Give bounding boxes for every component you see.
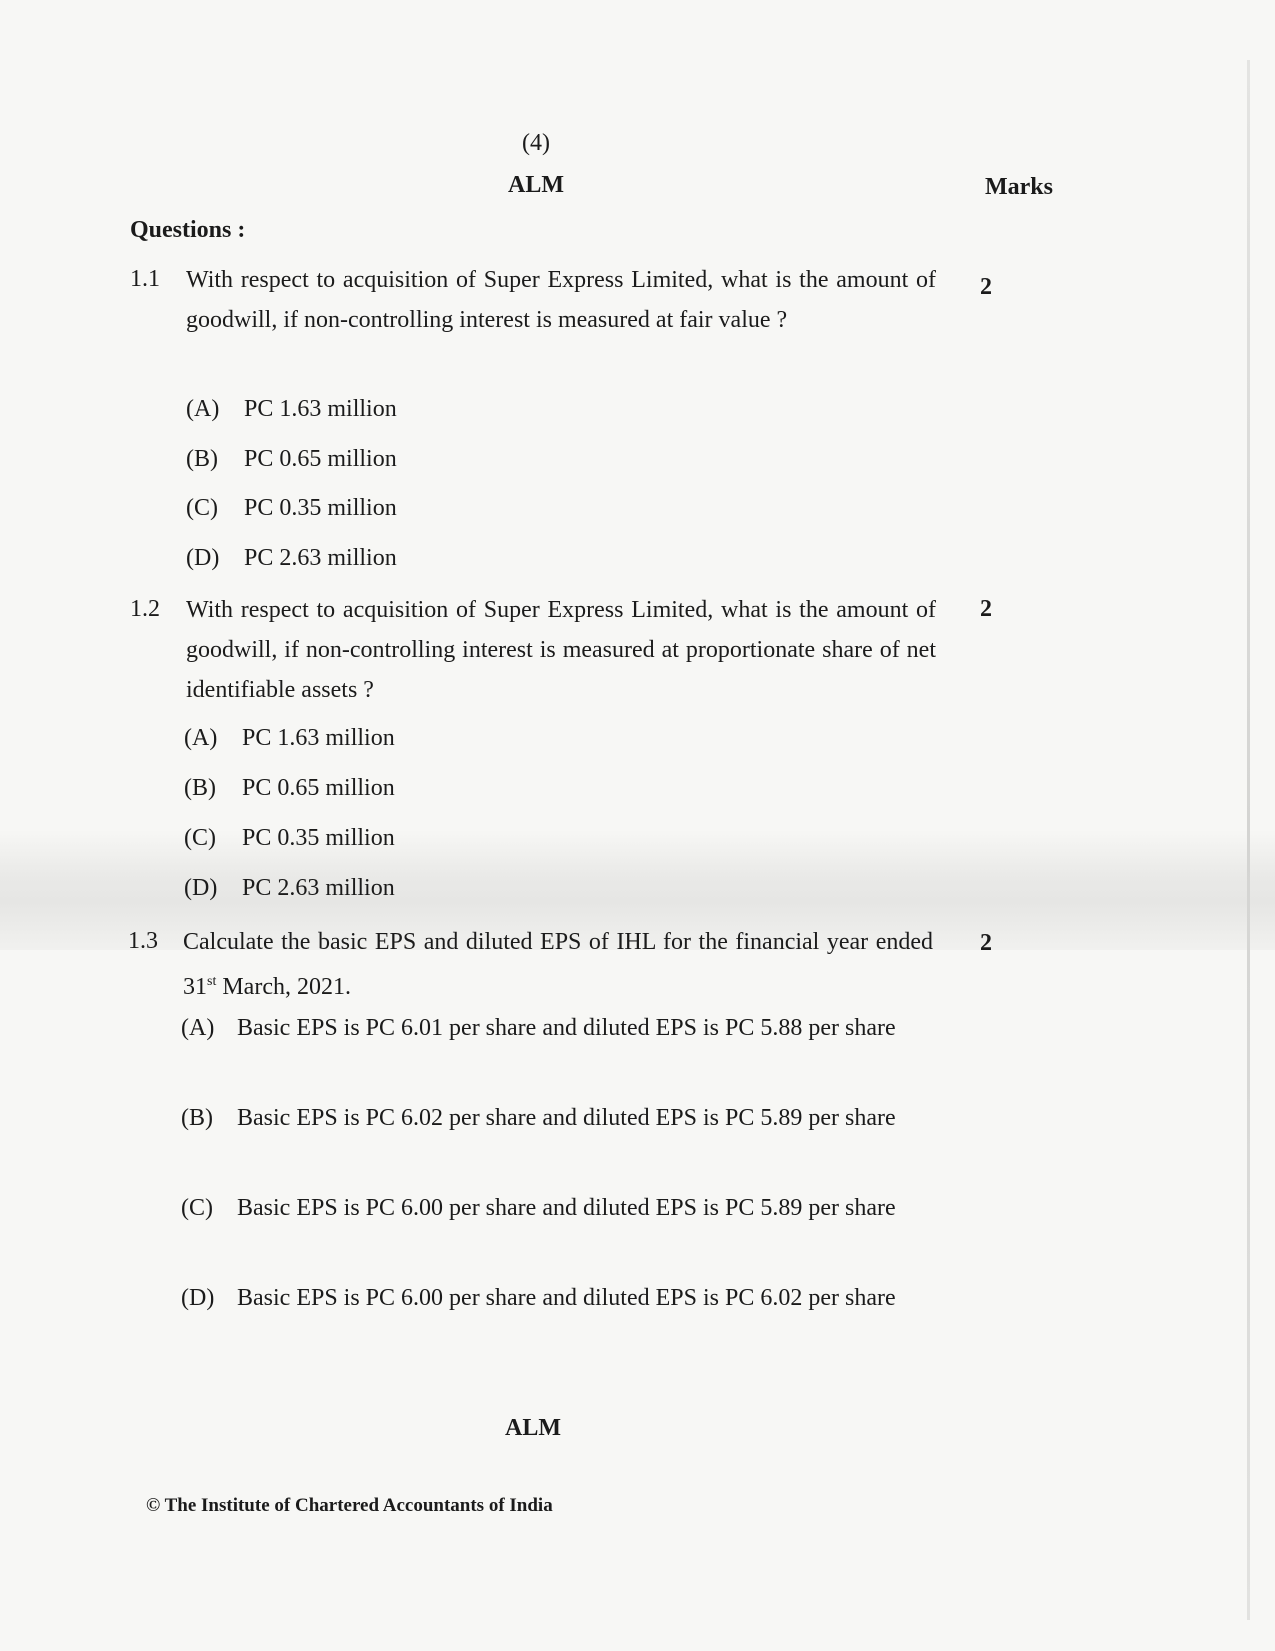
question-number: 1.2 (130, 596, 160, 622)
answer-option (186, 495, 397, 522)
marks-column-heading: Marks (985, 174, 1053, 200)
question-marks: 2 (980, 274, 992, 300)
option-label: (B) (181, 1105, 213, 1131)
question-text: With respect to acquisition of Super Express Limited, what is the amount of goodwill, if non-controlling interest is measured at proportionate share of net identifiable assets ? (186, 597, 936, 703)
question-number: 1.1 (130, 266, 160, 292)
option-text: Basic EPS is PC 6.01 per share and diluted EPS is PC 5.88 per share (237, 1015, 896, 1041)
answer-option (184, 725, 395, 752)
option-text: PC 0.35 million (242, 825, 395, 851)
option-text: PC 2.63 million (242, 875, 395, 901)
question-text: With respect to acquisition of Super Express Limited, what is the amount of goodwill, if non-controlling interest is measured at fair value ? (186, 267, 936, 333)
option-text: Basic EPS is PC 6.00 per share and diluted EPS is PC 6.02 per share (237, 1285, 896, 1311)
answer-option (181, 1008, 977, 1048)
option-text: PC 1.63 million (244, 396, 397, 422)
option-text: PC 2.63 million (244, 545, 397, 571)
answer-option (184, 825, 395, 852)
option-text: Basic EPS is PC 6.02 per share and diluted EPS is PC 5.89 per share (237, 1105, 896, 1131)
option-text: PC 1.63 million (242, 725, 395, 751)
answer-option (184, 775, 395, 802)
question-marks: 2 (980, 596, 992, 622)
question-number: 1.3 (128, 928, 158, 954)
option-label: (B) (186, 446, 218, 472)
answer-option (181, 1188, 977, 1228)
question-text-main: Calculate the basic EPS and diluted EPS of IHL for the financial year ended 31 (183, 929, 933, 1000)
answer-option (181, 1278, 977, 1318)
page-number: (4) (522, 130, 550, 156)
option-text: Basic EPS is PC 6.00 per share and diluted EPS is PC 5.89 per share (237, 1195, 896, 1221)
option-label: (A) (184, 725, 218, 751)
ordinal-suffix: st (207, 974, 217, 989)
answer-option (186, 396, 397, 423)
option-text: PC 0.35 million (244, 495, 397, 521)
option-label: (D) (184, 875, 218, 901)
copyright-notice: © The Institute of Chartered Accountants of India (146, 1495, 553, 1516)
option-text: PC 0.65 million (242, 775, 395, 801)
option-label: (B) (184, 775, 216, 801)
questions-heading: Questions : (130, 217, 246, 243)
option-label: (C) (184, 825, 216, 851)
answer-option (186, 545, 397, 572)
option-text: PC 0.65 million (244, 446, 397, 472)
answer-option (184, 875, 395, 902)
question-text-end: March, 2021. (216, 974, 351, 1000)
paper-code-footer: ALM (505, 1415, 561, 1441)
option-label: (A) (181, 1015, 215, 1041)
option-label: (C) (181, 1195, 213, 1221)
option-label: (D) (181, 1285, 215, 1311)
paper-code-header: ALM (508, 172, 564, 198)
option-label: (D) (186, 545, 220, 571)
page-edge-line (1247, 60, 1250, 1620)
option-label: (C) (186, 495, 218, 521)
option-label: (A) (186, 396, 220, 422)
answer-option (186, 446, 397, 473)
question-text (183, 922, 933, 1007)
answer-option (181, 1098, 977, 1138)
question-marks: 2 (980, 930, 992, 956)
